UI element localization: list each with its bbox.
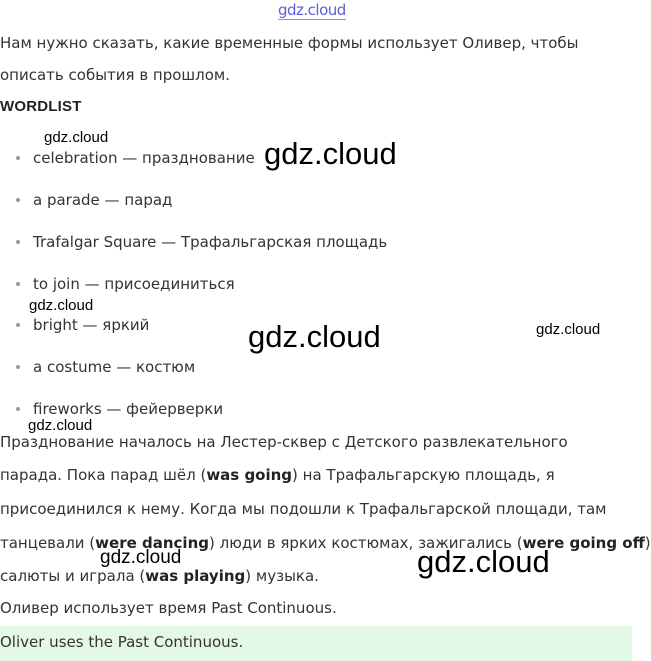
wordlist-entry: celebration — празднование xyxy=(33,149,255,167)
wordlist-entry: a parade — парад xyxy=(33,191,173,209)
watermark: gdz.cloud xyxy=(44,129,109,146)
wordlist-heading: WORDLIST xyxy=(0,98,82,115)
watermark: gdz.cloud xyxy=(28,417,93,434)
watermark: gdz.cloud xyxy=(29,297,94,314)
watermark: gdz.cloud xyxy=(536,321,601,338)
text-span: танцевали ( xyxy=(0,534,96,552)
bullet-icon xyxy=(16,365,20,369)
paragraph-line-2 xyxy=(0,466,555,484)
text-span: салюты и играла ( xyxy=(0,567,146,585)
text-span: ) xyxy=(644,534,651,552)
paragraph-line-5 xyxy=(0,567,319,585)
bullet-icon xyxy=(16,156,20,160)
bullet-icon xyxy=(16,282,20,286)
verb-highlight: were going off xyxy=(522,534,645,552)
text-span: ) на Трафальгарскую площадь, я xyxy=(292,466,555,484)
wordlist-entry: a costume — костюм xyxy=(33,358,196,376)
text-span: ) люди в ярких костюмах, зажигались ( xyxy=(208,534,523,552)
verb-highlight: was going xyxy=(206,466,293,484)
watermark: gdz.cloud xyxy=(248,319,381,354)
bullet-icon xyxy=(16,198,20,202)
bullet-icon xyxy=(16,407,20,411)
paragraph-line-4 xyxy=(0,534,651,552)
watermark: gdz.cloud xyxy=(100,547,182,568)
bullet-icon xyxy=(16,240,20,244)
verb-highlight: were dancing xyxy=(95,534,209,552)
wordlist-entry: Trafalgar Square — Трафальгарская площадь xyxy=(33,233,388,251)
wordlist-entry: bright — яркий xyxy=(33,316,150,334)
watermark: gdz.cloud xyxy=(417,544,550,579)
verb-highlight: was playing xyxy=(145,567,246,585)
intro-line-1: Нам нужно сказать, какие временные формы использует Оливер, чтобы xyxy=(0,34,579,52)
paragraph-line-1: Празднование началось на Лестер-сквер с Детского развлекательного xyxy=(0,433,568,451)
text-span: ) музыка. xyxy=(245,567,319,585)
site-logo-link[interactable]: gdz.cloud xyxy=(278,1,346,19)
intro-line-2: описать события в прошлом. xyxy=(0,66,231,84)
wordlist-entry: fireworks — фейерверки xyxy=(33,400,224,418)
paragraph-line-3: присоединился к нему. Когда мы подошли к Трафальгарской площади, там xyxy=(0,500,607,518)
answer-box xyxy=(0,626,632,661)
conclusion-text: Оливер использует время Past Continuous. xyxy=(0,599,337,617)
text-span: парада. Пока парад шёл ( xyxy=(0,466,207,484)
answer-text: Oliver uses the Past Continuous. xyxy=(0,633,244,651)
bullet-icon xyxy=(16,323,20,327)
watermark: gdz.cloud xyxy=(264,136,397,171)
wordlist-entry: to join — присоединиться xyxy=(33,275,235,293)
